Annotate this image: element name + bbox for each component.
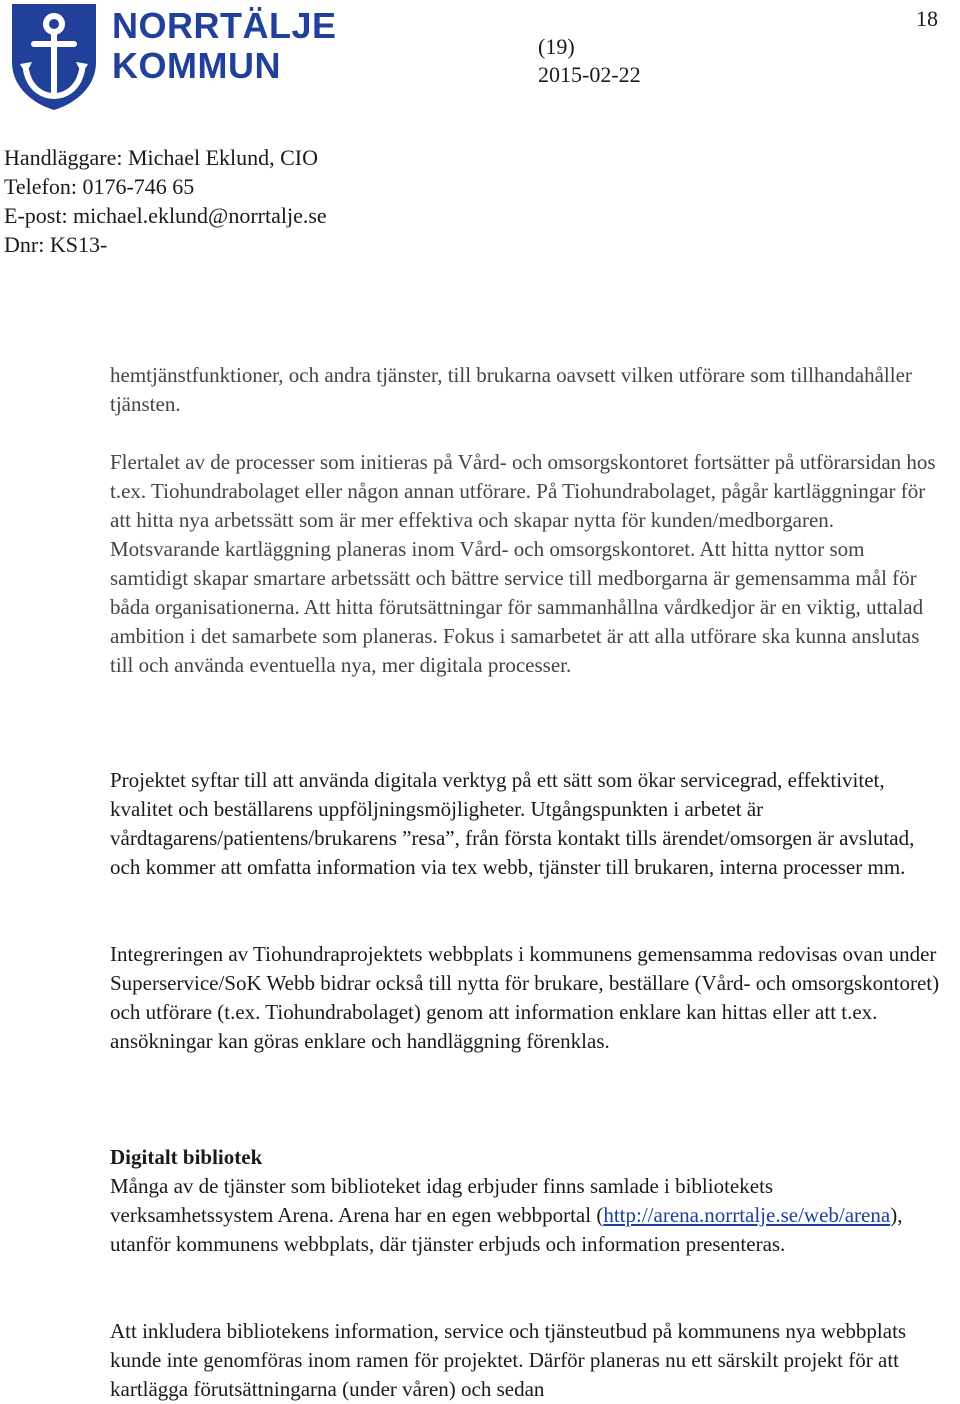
paragraph-2-text: Flertalet av de processer som initieras på Vård- och omsorgskontoret fortsätter på utförarsidan hos t.ex. Tiohundrabolaget eller någon annan utförare. På Tiohundrabolaget, pågår kartläggningar för att hitta nya arbetssätt som är mer effektiva och skapar nytta för kunden/medborgaren. Motsvarande kartläggning planeras inom Vård- och omsorgskontoret. Att hitta nyttor som samtidigt skapar smartare arbetssätt och bättre service till medborgarna är gemensamma mål för båda organisationerna. Att hitta förutsättningar för sammanhållna vårdkedjor är en viktig, uttalad ambition i det samarbete som planeras. Fokus i samarbetet är att alla utförare ska kunna anslutas till och använda eventuella nya, mer digitala processer.	[110, 450, 936, 677]
page-number: 18	[916, 6, 938, 31]
dnr-line: Dnr: KS13-	[4, 232, 108, 257]
paragraph-5-text-after: ), utanför kommunens webbplats, där tjänster erbjuds och information presenteras.	[110, 1203, 903, 1256]
section-heading: Digitalt bibliotek	[110, 1145, 263, 1169]
norrtalje-kommun-logo	[4, 0, 337, 112]
digitalt-bibliotek-section	[110, 1143, 940, 1259]
paragraph-6	[110, 1317, 940, 1404]
telefon-line: Telefon: 0176-746 65	[4, 174, 195, 199]
logo-wordmark	[112, 6, 337, 86]
paragraph-1	[110, 361, 940, 419]
paragraph-4	[110, 940, 940, 1056]
document-number: (19)	[538, 34, 575, 59]
paragraph-2	[110, 448, 940, 680]
paragraph-1-text: hemtjänstfunktioner, och andra tjänster, till brukarna oavsett vilken utförare som tillhandahåller tjänsten.	[110, 363, 912, 416]
document-date: 2015-02-22	[538, 62, 641, 87]
paragraph-3	[110, 766, 940, 882]
epost-line: E-post: michael.eklund@norrtalje.se	[4, 203, 327, 228]
logo-line-2: KOMMUN	[112, 45, 281, 86]
paragraph-6-text: Att inkludera bibliotekens information, service och tjänsteutbud på kommunens nya webbplats kunde inte genomföras inom ramen för projektet. Därför planeras nu ett särskilt projekt för att kartlägga förutsättningarna (under våren) och sedan	[110, 1319, 907, 1401]
paragraph-3-text: Projektet syftar till att använda digitala verktyg på ett sätt som ökar servicegrad, effektivitet, kvalitet och beställarens uppföljningsmöjligheter. Utgångspunkten i arbetet är vårdtagarens/patientens/brukarens ”resa”, från första kontakt tills ärendet/omsorgen är avslutad, och kommer att omfatta information via tex webb, tjänster till brukaren, interna processer mm.	[110, 768, 915, 879]
paragraph-5-text-before: Många av de tjänster som biblioteket idag erbjuder finns samlade i bibliotekets verksamhetssystem Arena. Arena har en egen webbportal (	[110, 1174, 774, 1227]
paragraph-5	[110, 1172, 940, 1259]
paragraph-4-text: Integreringen av Tiohundraprojektets webbplats i kommunens gemensamma redovisas ovan under Superservice/SoK Webb bidrar också till nytta för brukare, beställare (Vård- och omsorgskontoret) och utförare (t.ex. Tiohundrabolaget) genom att information enklare kan hittas eller att t.ex. ansökningar kan göras enklare och handläggning förenklas.	[110, 942, 940, 1053]
anchor-shield-icon	[4, 0, 104, 112]
handlaggare-line: Handläggare: Michael Eklund, CIO	[4, 145, 319, 170]
document-metadata	[4, 143, 327, 259]
logo-line-1: NORRTÄLJE	[112, 5, 337, 46]
arena-link[interactable]: http://arena.norrtalje.se/web/arena	[603, 1203, 891, 1227]
